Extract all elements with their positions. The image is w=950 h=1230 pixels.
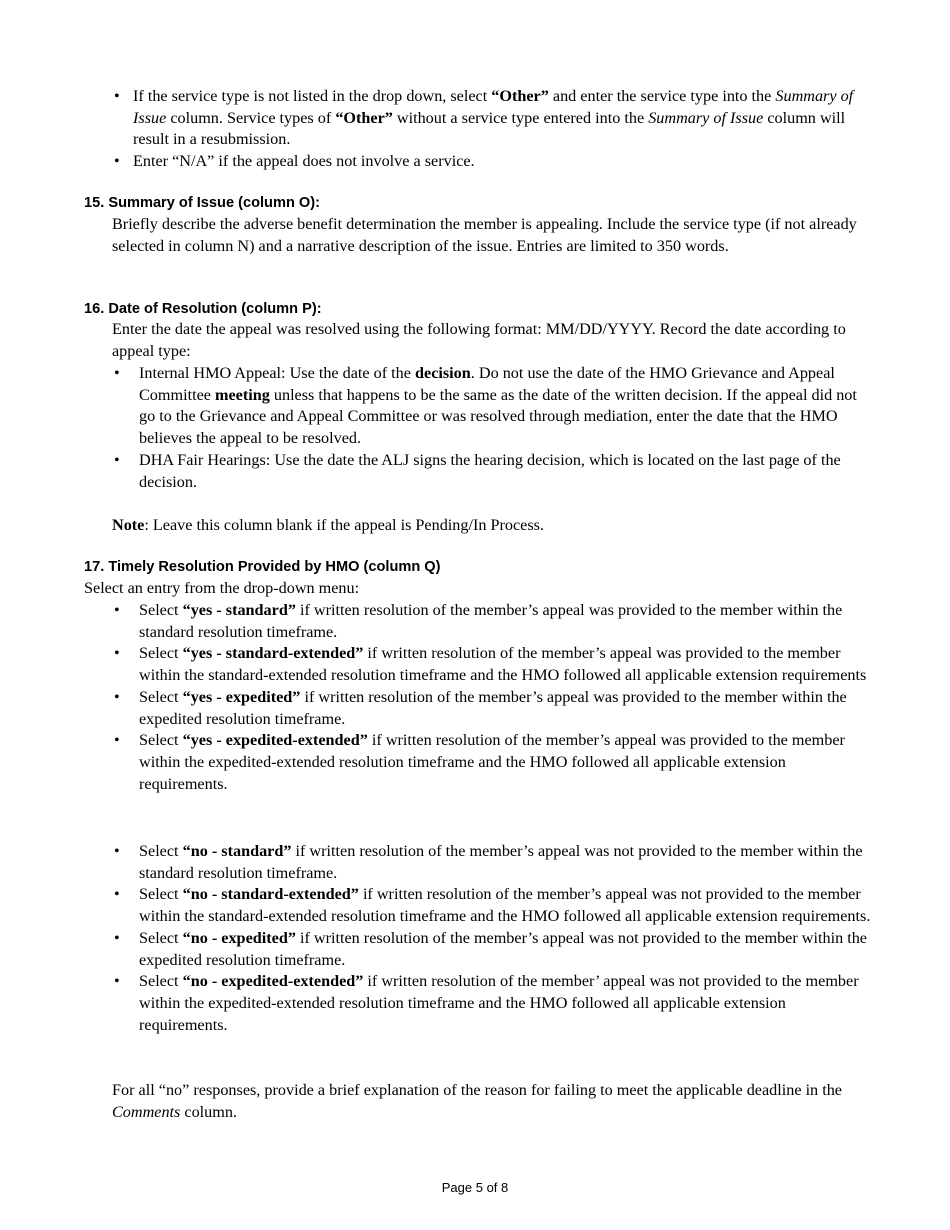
list-item: • Enter “N/A” if the appeal does not involve a service. <box>112 151 872 173</box>
section-17-closing: For all “no” responses, provide a brief explanation of the reason for failing to meet the applicable deadline in the Comments column. <box>112 1081 842 1121</box>
section-16-note: Note: Leave this column blank if the appeal is Pending/In Process. <box>112 516 545 534</box>
service-type-list <box>112 86 872 173</box>
list-item: • Select “no - standard” if written resolution of the member’s appeal was not provided to the member within the standard resolution timeframe. <box>112 841 872 884</box>
no-options-list <box>112 841 872 1036</box>
resolution-date-list <box>112 363 872 493</box>
list-item: • Select “yes - standard” if written resolution of the member’s appeal was provided to the member within the standard resolution timeframe. <box>112 600 872 643</box>
list-item: • Select “yes - standard-extended” if written resolution of the member’s appeal was provided to the member within the standard-extended resolution timeframe and the HMO followed all applicable extension requirements <box>112 643 872 686</box>
section-15-heading: 15. Summary of Issue (column O): <box>84 195 320 211</box>
section-16-intro: Enter the date the appeal was resolved using the following format: MM/DD/YYYY. Record the date according to appeal type: <box>112 320 846 360</box>
section-17-intro: Select an entry from the drop-down menu: <box>84 579 360 597</box>
page-number: Page 5 of 8 <box>441 1180 509 1195</box>
section-17-heading: 17. Timely Resolution Provided by HMO (column Q) <box>84 559 441 575</box>
list-item: • Internal HMO Appeal: Use the date of the decision. Do not use the date of the HMO Grievance and Appeal Committee meeting unless that happens to be the same as the date of the written decision. If the appeal did not go to the Grievance and Appeal Committee or was resolved through mediation, enter the date that the HMO believes the appeal to be resolved. <box>112 363 872 450</box>
section-15-body: Briefly describe the adverse benefit determination the member is appealing. Include the service type (if not already selected in column N) and a narrative description of the issue. Entries are limited to 350 words. <box>112 215 857 255</box>
list-item: • DHA Fair Hearings: Use the date the ALJ signs the hearing decision, which is located on the last page of the decision. <box>112 450 872 493</box>
list-item: • Select “yes - expedited-extended” if written resolution of the member’s appeal was provided to the member within the expedited-extended resolution timeframe and the HMO followed all applicable extension requirements. <box>112 730 872 795</box>
section-16-heading: 16. Date of Resolution (column P): <box>84 301 322 317</box>
list-item: • Select “no - standard-extended” if written resolution of the member’s appeal was not provided to the member within the standard-extended resolution timeframe and the HMO followed all applicable extension requirements. <box>112 884 872 927</box>
list-item: • Select “yes - expedited” if written resolution of the member’s appeal was provided to the member within the expedited resolution timeframe. <box>112 687 872 730</box>
list-item: • If the service type is not listed in the drop down, select “Other” and enter the service type into the Summary of Issue column. Service types of “Other” without a service type entered into the Summary of Issue column will result in a resubmission. <box>112 86 872 151</box>
list-item: • Select “no - expedited” if written resolution of the member’s appeal was not provided to the member within the expedited resolution timeframe. <box>112 928 872 971</box>
yes-options-list <box>112 600 872 795</box>
list-item: • Select “no - expedited-extended” if written resolution of the member’ appeal was not provided to the member within the expedited-extended resolution timeframe and the HMO followed all applicable extension requirements. <box>112 971 872 1036</box>
